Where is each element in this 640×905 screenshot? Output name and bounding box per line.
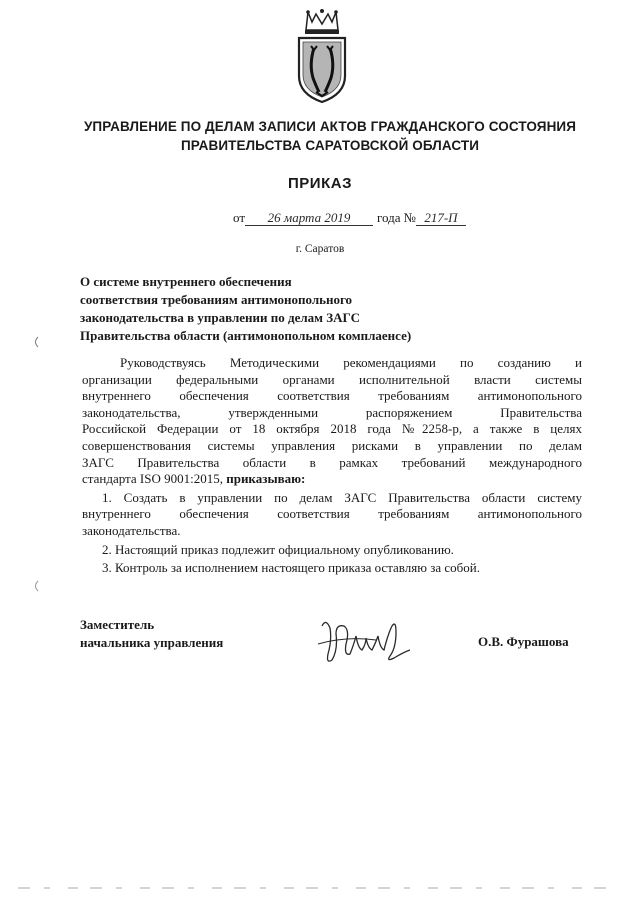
subject-line: О системе внутреннего обеспечения (80, 274, 292, 289)
position-line: начальника управления (80, 635, 224, 650)
preamble-paragraph (82, 355, 582, 488)
order-date-number-line (233, 210, 466, 226)
year-word: года (377, 210, 401, 225)
body-line (82, 471, 582, 488)
body-line: Руководствуясь Методическими рекомендациями по созданию и (120, 355, 582, 370)
order-body (82, 355, 582, 577)
scan-edge-dashes (18, 886, 618, 890)
order-verb: приказываю: (226, 471, 306, 487)
subject-line: Правительства области (антимонопольном комплаенсе) (80, 328, 412, 343)
subject-line: соответствия требованиям антимонопольного (80, 292, 353, 307)
body-text: стандарта ISO 9001:2015, (82, 471, 223, 487)
body-line: 1. Создать в управлении по делам ЗАГС Правительства области систему (102, 489, 582, 505)
body-line: ЗАГС Правительства области в рамках требований международного (82, 454, 582, 470)
handwritten-signature-icon (316, 614, 416, 670)
body-line: Российской Федерации от 18 октября 2018 года №2258-р, а также в целях (82, 421, 582, 437)
item-2: 2. Настоящий приказ подлежит официальному опубликованию. (102, 541, 454, 557)
saratov-oblast-coat-of-arms-icon (294, 8, 350, 106)
body-line: внутреннего обеспечения соответствия требованиям антимонопольного (82, 506, 582, 522)
order-subject (80, 273, 500, 345)
item-1 (82, 490, 582, 540)
body-line: внутреннего обеспечения соответствия требованиям антимонопольного (82, 388, 582, 404)
item-3: 3. Контроль за исполнением настоящего приказа оставляю за собой. (102, 560, 480, 576)
date-prefix: от (233, 210, 246, 225)
body-line: совершенствования системы управления рисками в управлении по делам (82, 437, 582, 453)
position-line: Заместитель (80, 617, 155, 632)
body-line: законодательства. (82, 522, 181, 538)
signatory-position (80, 616, 223, 652)
punch-hole-mark (32, 336, 41, 348)
handwritten-date: 26 марта 2019 (245, 211, 373, 226)
handwritten-order-number: 217-П (416, 211, 466, 226)
city: г. Саратов (295, 243, 345, 255)
body-line: организации федеральными органами исполнительной власти системы (82, 371, 582, 387)
signatory-name: О.В. Фурашова (478, 634, 569, 649)
organization-name-line2: ПРАВИТЕЛЬСТВА САРАТОВСКОЙ ОБЛАСТИ (180, 138, 480, 153)
number-sign: № (403, 210, 416, 225)
subject-line: законодательства в управлении по делам ЗАГС (80, 310, 360, 325)
punch-hole-mark (32, 580, 41, 592)
body-line: законодательства, утвержденными распоряжением Правительства (82, 404, 582, 420)
organization-name-line1: УПРАВЛЕНИЕ ПО ДЕЛАМ ЗАПИСИ АКТОВ ГРАЖДАНСКОГО СОСТОЯНИЯ (83, 119, 577, 134)
document-title: ПРИКАЗ (288, 175, 352, 192)
